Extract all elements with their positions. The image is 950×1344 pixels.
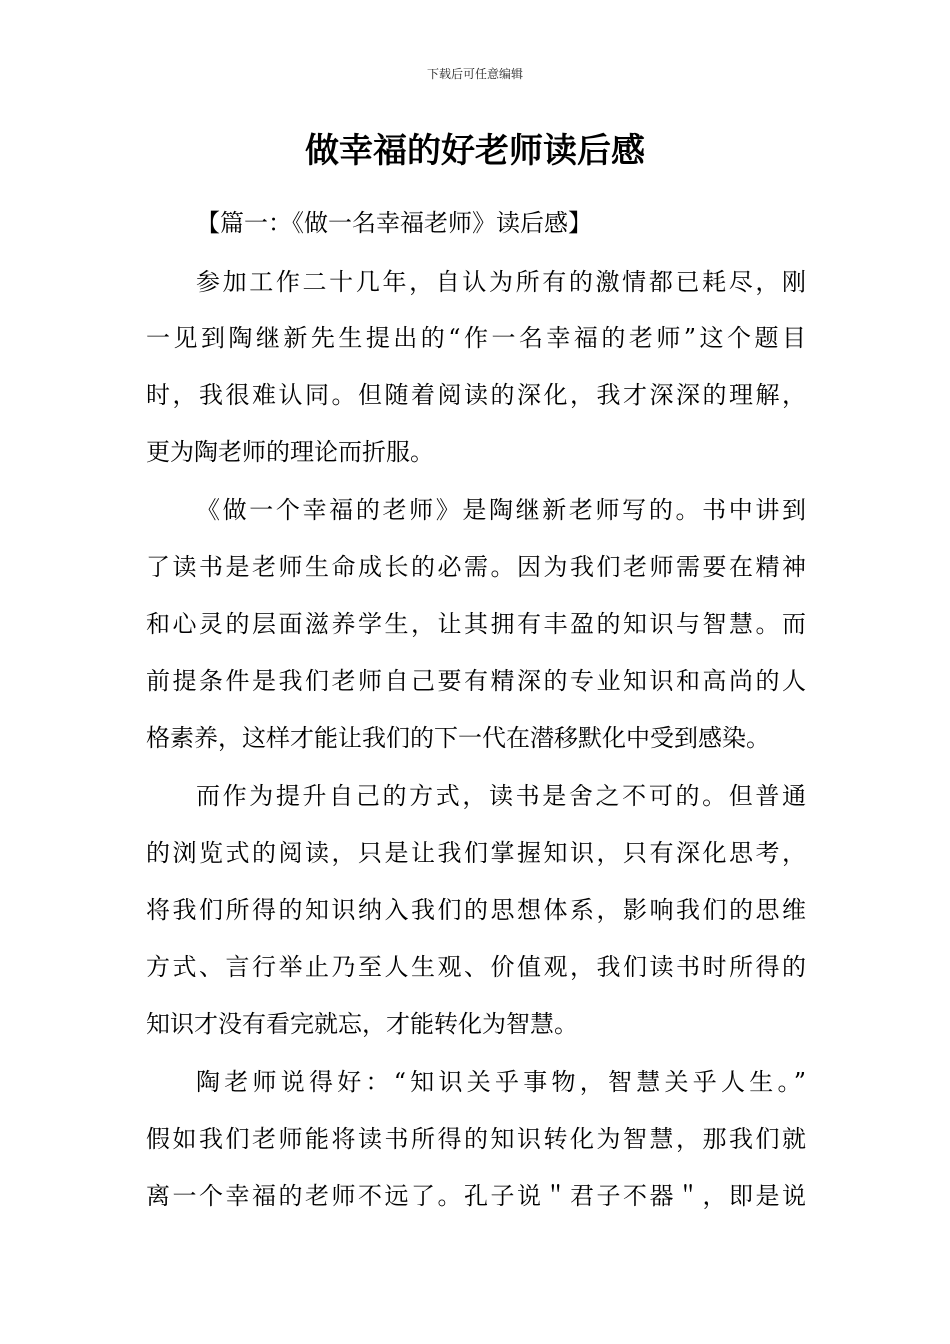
text-line: 而作为提升自己的方式，读书是舍之不可的。但普通 (196, 782, 806, 810)
text-line: 和心灵的层面滋养学生，让其拥有丰盈的知识与智慧。而 (146, 610, 806, 638)
text-line: 假如我们老师能将读书所得的知识转化为智慧，那我们就 (146, 1125, 806, 1153)
text-line: 离一个幸福的老师不远了。孔子说＂君子不器＂，即是说 (146, 1182, 806, 1210)
text-line: 将我们所得的知识纳入我们的思想体系，影响我们的思维 (146, 896, 806, 924)
text-line: 知识才没有看完就忘，才能转化为智慧。 (146, 1010, 578, 1038)
text-line: 《做一个幸福的老师》是陶继新老师写的。书中讲到 (196, 496, 806, 524)
header-note: 下载后可任意编辑 (426, 67, 523, 81)
text-line: 时，我很难认同。但随着阅读的深化，我才深深的理解， (146, 381, 806, 409)
section-heading: 【篇一：《做一名幸福老师》读后感】 (196, 209, 592, 237)
text-line: 前提条件是我们老师自己要有精深的专业知识和高尚的人 (146, 667, 806, 695)
text-line: 参加工作二十几年，自认为所有的激情都已耗尽，刚 (196, 268, 806, 296)
text-line: 格素养，这样才能让我们的下一代在潜移默化中受到感染。 (146, 724, 770, 752)
text-line: 更为陶老师的理论而折服。 (146, 438, 434, 466)
text-line: 陶老师说得好：“知识关乎事物，智慧关乎人生。” (196, 1068, 806, 1096)
text-line: 的浏览式的阅读，只是让我们掌握知识，只有深化思考， (146, 839, 806, 867)
text-line: 一见到陶继新先生提出的“作一名幸福的老师”这个题目 (146, 324, 806, 352)
text-line: 方式、言行举止乃至人生观、价值观，我们读书时所得的 (146, 953, 806, 981)
document-title: 做幸福的好老师读后感 (305, 131, 645, 171)
text-line: 了读书是老师生命成长的必需。因为我们老师需要在精神 (146, 553, 806, 581)
